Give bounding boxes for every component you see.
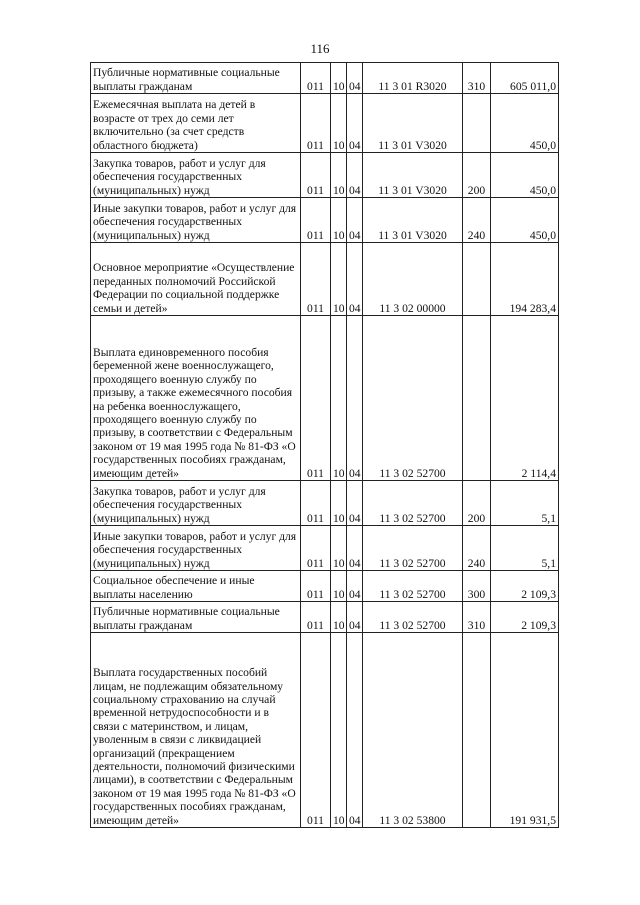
row-name: Публичные нормативные социальные выплаты гражданам [91, 63, 301, 94]
table-row [91, 198, 559, 243]
target-article-code: 11 3 02 52700 [363, 316, 463, 481]
ministry-code: 011 [301, 153, 331, 198]
section-code: 10 [331, 243, 347, 316]
row-name: Выплата единовременного пособия беременной жене военнослужащего, проходящего военную службу по призыву, а также ежемесячного пособия на ребенка военнослужащего, проходящего военную службу по призыву, в соответствии с Федеральным законом от 19 мая 1995 года № 81-ФЗ «О государственных пособиях гражданам, имеющим детей» [91, 316, 301, 481]
row-name: Основное мероприятие «Осуществление переданных полномочий Российской Федерации по социальной поддержке семьи и детей» [91, 243, 301, 316]
subsection-code: 04 [347, 526, 363, 571]
table-row [91, 526, 559, 571]
row-name: Закупка товаров, работ и услуг для обеспечения государственных (муниципальных) нужд [91, 153, 301, 198]
amount: 2 114,4 [491, 316, 559, 481]
subsection-code: 04 [347, 633, 363, 828]
expense-type-code [463, 94, 491, 153]
section-code: 10 [331, 571, 347, 602]
target-article-code: 11 3 02 52700 [363, 602, 463, 633]
amount: 2 109,3 [491, 602, 559, 633]
subsection-code: 04 [347, 153, 363, 198]
row-name: Иные закупки товаров, работ и услуг для обеспечения государственных (муниципальных) нужд [91, 526, 301, 571]
table-row [91, 243, 559, 316]
row-name: Закупка товаров, работ и услуг для обеспечения государственных (муниципальных) нужд [91, 481, 301, 526]
table-row [91, 481, 559, 526]
ministry-code: 011 [301, 316, 331, 481]
section-code: 10 [331, 94, 347, 153]
subsection-code: 04 [347, 94, 363, 153]
section-code: 10 [331, 633, 347, 828]
table-row [91, 153, 559, 198]
target-article-code: 11 3 02 52700 [363, 571, 463, 602]
row-name: Выплата государственных пособий лицам, не подлежащим обязательному социальному страхованию на случай временной нетрудоспособности и в связи с материнством, и лицам, уволенным в связи с ликвидацией организаций (прекращением деятельности, полномочий физическими лицами), в соответствии с Федеральным законом от 19 мая 1995 года № 81-ФЗ «О государственных пособиях гражданам, имеющим детей» [91, 633, 301, 828]
amount: 2 109,3 [491, 571, 559, 602]
amount: 194 283,4 [491, 243, 559, 316]
subsection-code: 04 [347, 602, 363, 633]
amount: 450,0 [491, 153, 559, 198]
row-name: Иные закупки товаров, работ и услуг для обеспечения государственных (муниципальных) нужд [91, 198, 301, 243]
expense-type-code: 200 [463, 153, 491, 198]
expense-type-code: 300 [463, 571, 491, 602]
section-code: 10 [331, 198, 347, 243]
target-article-code: 11 3 01 R3020 [363, 63, 463, 94]
section-code: 10 [331, 63, 347, 94]
page-number: 116 [310, 41, 330, 56]
target-article-code: 11 3 01 V3020 [363, 198, 463, 243]
table-row [91, 602, 559, 633]
table-row [91, 633, 559, 828]
section-code: 10 [331, 153, 347, 198]
amount: 5,1 [491, 526, 559, 571]
row-name: Публичные нормативные социальные выплаты гражданам [91, 602, 301, 633]
expense-type-code: 310 [463, 63, 491, 94]
target-article-code: 11 3 02 53800 [363, 633, 463, 828]
section-code: 10 [331, 602, 347, 633]
expense-type-code: 310 [463, 602, 491, 633]
table-row [91, 571, 559, 602]
amount: 450,0 [491, 198, 559, 243]
subsection-code: 04 [347, 243, 363, 316]
table-row [91, 63, 559, 94]
subsection-code: 04 [347, 571, 363, 602]
amount: 450,0 [491, 94, 559, 153]
target-article-code: 11 3 02 52700 [363, 481, 463, 526]
target-article-code: 11 3 02 52700 [363, 526, 463, 571]
section-code: 10 [331, 526, 347, 571]
ministry-code: 011 [301, 198, 331, 243]
subsection-code: 04 [347, 198, 363, 243]
amount: 5,1 [491, 481, 559, 526]
section-code: 10 [331, 316, 347, 481]
expense-type-code [463, 316, 491, 481]
ministry-code: 011 [301, 602, 331, 633]
expense-type-code: 200 [463, 481, 491, 526]
expense-type-code [463, 633, 491, 828]
target-article-code: 11 3 01 V3020 [363, 153, 463, 198]
table-row [91, 94, 559, 153]
ministry-code: 011 [301, 63, 331, 94]
amount: 605 011,0 [491, 63, 559, 94]
subsection-code: 04 [347, 63, 363, 94]
ministry-code: 011 [301, 633, 331, 828]
ministry-code: 011 [301, 526, 331, 571]
row-name: Социальное обеспечение и иные выплаты населению [91, 571, 301, 602]
ministry-code: 011 [301, 94, 331, 153]
ministry-code: 011 [301, 571, 331, 602]
row-name: Ежемесячная выплата на детей в возрасте от трех до семи лет включительно (за счет средств областного бюджета) [91, 94, 301, 153]
subsection-code: 04 [347, 481, 363, 526]
budget-table [90, 62, 559, 828]
target-article-code: 11 3 02 00000 [363, 243, 463, 316]
table-row [91, 316, 559, 481]
expense-type-code: 240 [463, 198, 491, 243]
amount: 191 931,5 [491, 633, 559, 828]
expense-type-code: 240 [463, 526, 491, 571]
expense-type-code [463, 243, 491, 316]
ministry-code: 011 [301, 481, 331, 526]
subsection-code: 04 [347, 316, 363, 481]
target-article-code: 11 3 01 V3020 [363, 94, 463, 153]
ministry-code: 011 [301, 243, 331, 316]
section-code: 10 [331, 481, 347, 526]
